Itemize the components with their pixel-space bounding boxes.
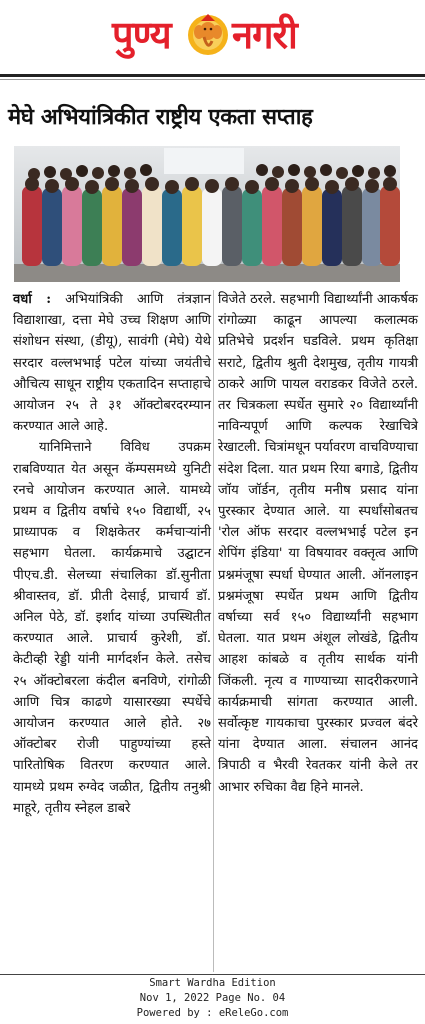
- masthead-rule: [0, 74, 425, 77]
- footer-rule: [0, 974, 425, 975]
- article-paragraph: यानिमित्ताने विविध उपक्रम राबविण्यात येत असून कॅम्पसमध्ये युनिटी रनचे आयोजन करण्यात आले. यामध्ये प्रथम व द्वितीय वर्षाचे १५० विद्यार्थी, २५ प्राध्यापक व शिक्षकेतर कर्मचाऱ्यांनी सहभाग घेतला. कार्यक्रमाचे उद्घाटन पीएच.डी. सेलच्या संचालिका डॉ.सुनीता श्रीवास्तव, डॉ. प्रीती देसाई, प्राचार्य डॉ. अनिल पेठे, डॉ. इर्शाद यांच्या उपस्थितीत करण्यात आले. प्राचार्य कुरेशी, डॉ. केटीव्ही रेड्डी यांनी मार्गदर्शन केले. तसेच २५ ऑक्टोबरला कंदील बनविणे, रांगोळी आणि चित्र काढणे यासारख्या स्पर्धेचे आयोजन करण्यात आले होते. २७ ऑक्टोबर रोजी पाहुण्यांच्या हस्ते पारितोषिक वितरण करण्यात आले. यामध्ये प्रथम रुग्वेद जळीत, द्वितीय तनुश्री माहूरे, तृतीय स्नेहल डाबरे: [13, 440, 211, 816]
- masthead-rule-thin: [0, 79, 425, 80]
- masthead: [0, 0, 425, 66]
- article-headline: मेघे अभियांत्रिकीत राष्ट्रीय एकता सप्ताह: [8, 105, 313, 130]
- article-column-left: [13, 289, 211, 819]
- article-dateline: वर्धा :: [13, 292, 52, 307]
- masthead-title-left: पुण्य: [112, 13, 171, 57]
- article-paragraph: [13, 289, 211, 437]
- footer-date-page: Nov 1, 2022 Page No. 04: [139, 992, 286, 1004]
- footer-edition: Smart Wardha Edition: [149, 977, 276, 989]
- footer-powered-by: Powered by : eReleGo.com: [136, 1007, 289, 1019]
- masthead-title-right: नगरी: [232, 13, 297, 57]
- article-paragraph: विजेते ठरले. सहभागी विद्यार्थ्यांनी आकर्षक रांगोळ्या काढून आपल्या कलात्मक प्रतिभेचे प्रदर्शन घडविले. प्रथम कृतिक्षा सराटे, द्वितीय श्रुती देशमुख, तृतीय गायत्री ठाकरे आणि पायल वराडकर विजेते ठरले. तर चित्रकला स्पर्धेत सुमारे २० विद्यार्थ्यांनी नाविन्यपूर्ण आणि कल्पक रेखाचित्रे रेखाटली. चित्रांमधून पर्यावरण वाचविण्याचा संदेश दिला. यात प्रथम रिया बगाडे, द्वितीय जॉय जॉर्डन, तृतीय मनीष प्रसाद यांना पुरस्कार देण्यात आले. या स्पर्धांसोबतच 'रोल ऑफ सरदार वल्लभभाई पटेल इन शेपिंग इंडिया' या विषयावर वक्तृत्व आणि प्रश्नमंजूषा स्पर्धा घेण्यात आली. ऑनलाइन प्रश्नमंजूषा स्पर्धेत प्रथम आणि द्वितीय वर्षाच्या सर्व १५० विद्यार्थ्यांनी सहभाग घेतला. यात प्रथम अंशूल लोखंडे, द्वितीय आहश कांबळे व तृतीय सार्थक यांनी जिंकली. नृत्य व गाण्याच्या सादरीकरणाने कार्यक्रमाची सांगता करण्यात आली. सर्वोत्कृष्ट गायकाचा पुरस्कार प्रज्वल बंदरे यांना देण्यात आला. संचालन आनंद त्रिपाठी व भैरवी रेवतकर यांनी केले तर आभार रुचिका वैद्य हिने मानले.: [218, 292, 418, 795]
- article-paragraph-text: अभियांत्रिकी आणि तंत्रज्ञान विद्याशाखा, दत्ता मेघे उच्च शिक्षण आणि संशोधन संस्था, (डीयू), सावंगी (मेघे) येथे सरदार वल्लभभाई पटेल यांच्या जयंतीचे औचित्य साधून राष्ट्रीय एकतादिन सप्ताहाचे आयोजन २५ ते ३१ ऑक्टोबरदरम्यान करण्यात आले आहे.: [13, 292, 211, 435]
- ganesha-logo-icon: [186, 11, 230, 57]
- article-column-right: [218, 289, 418, 798]
- group-photo: [14, 146, 400, 282]
- column-divider: [213, 290, 214, 972]
- page-footer: [0, 976, 425, 1024]
